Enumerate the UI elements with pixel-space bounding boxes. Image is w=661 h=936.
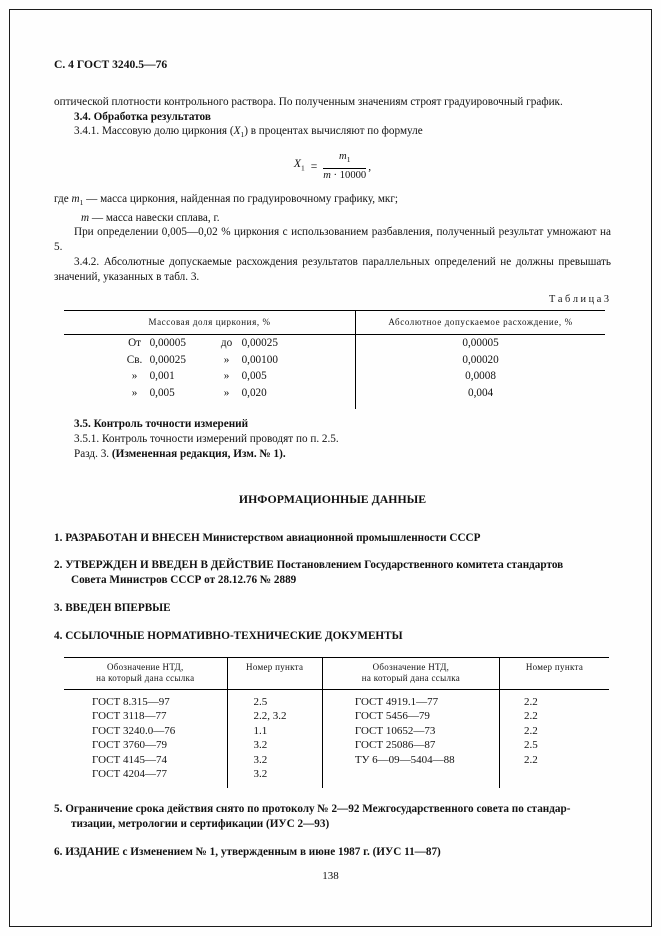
table-cell: ГОСТ 3240.0—76	[64, 724, 228, 739]
table-row	[64, 368, 605, 385]
table-cell: ГОСТ 4145—74	[64, 753, 228, 768]
ntd-header-ref-left: Обозначение НТД, на который дана ссылка	[64, 658, 228, 690]
info-item-5	[54, 802, 611, 832]
info-item-2-line1: 2. УТВЕРЖДЕН И ВВЕДЕН В ДЕЙСТВИЕ Постановлением Государственного комитета стандартов	[54, 559, 564, 572]
where1-variable: m	[71, 192, 80, 205]
fraction	[323, 151, 366, 182]
table3-col1-header: Массовая доля циркония, %	[64, 311, 356, 334]
razd-note	[54, 447, 611, 462]
page-number: 138	[322, 870, 339, 882]
where1-text: — масса циркония, найденная по градуировочному графику, мкг;	[83, 192, 399, 205]
table-cell: 3.2	[228, 738, 323, 753]
fraction-denominator	[323, 169, 366, 183]
table-cell: 2.2	[524, 710, 538, 723]
where-line-1	[54, 192, 611, 211]
formula-lhs	[294, 157, 305, 176]
s341-pre: 3.4.1. Массовую долю циркония (	[74, 125, 234, 138]
table-cell: 3.2	[228, 767, 323, 788]
where1-prefix: где	[54, 192, 72, 205]
table-cell-range: » 0,001 » 0,005	[64, 368, 356, 385]
table-cell: 2.5	[524, 739, 538, 752]
info-item-2	[54, 558, 611, 588]
table3-header-row	[64, 311, 605, 335]
razd-normal-text: Разд. 3.	[74, 447, 112, 460]
dilution-paragraph: При определении 0,005—0,02 % циркония с использованием разбавления, полученный результат умножают на 5.	[54, 226, 611, 254]
table-cell-range: От 0,00005 до 0,00025	[64, 335, 356, 352]
ntd-header-num-right: Номер пункта	[500, 658, 609, 690]
table-cell: ГОСТ 3118—77	[64, 709, 228, 724]
table-cell-value: 0,004	[467, 386, 494, 399]
denominator-variable-m: m	[323, 170, 331, 182]
table-cell: 2.5	[228, 690, 323, 710]
table-cell: 2.2	[524, 753, 538, 766]
table-cell: ТУ 6—09—5404—88	[323, 753, 500, 768]
ntd-reference-table	[64, 657, 609, 789]
table-cell-value: 0,00020	[462, 353, 499, 366]
section-3-4-1-text	[54, 124, 611, 143]
info-item-3: 3. ВВЕДЕН ВПЕРВЫЕ	[54, 601, 171, 614]
table-cell: 2.2	[524, 695, 538, 708]
table-row	[64, 352, 605, 369]
table-cell: ГОСТ 8.315—97	[64, 690, 228, 710]
table3	[64, 310, 605, 409]
table-cell: ГОСТ 10652—73	[323, 724, 500, 739]
table-row	[64, 335, 605, 352]
table-row	[64, 385, 605, 410]
where-line-2	[81, 211, 611, 226]
table-cell: ГОСТ 5456—79	[323, 709, 500, 724]
info-item-6: 6. ИЗДАНИЕ с Изменением № 1, утвержденным в июне 1987 г. (ИУС 11—87)	[54, 845, 441, 858]
formula-x-subscript: 1	[300, 163, 305, 173]
info-item-5-line2: тизации, метрологии и сертификации (ИУС 2—93)	[71, 817, 330, 830]
numerator-variable-m: m	[339, 151, 347, 163]
info-item-2-line2: Совета Министров СССР от 28.12.76 № 2889	[71, 574, 297, 587]
formula-comma: ,	[368, 159, 372, 173]
table3-col2-header: Абсолютное допускаемое расхождение, %	[388, 317, 573, 328]
table-cell: 2.2, 3.2	[228, 709, 323, 724]
numerator-subscript: 1	[346, 155, 351, 165]
table-cell: ГОСТ 4919.1—77	[323, 690, 500, 710]
formula-mass-fraction	[54, 151, 611, 182]
info-item-4: 4. ССЫЛОЧНЫЕ НОРМАТИВНО-ТЕХНИЧЕСКИЕ ДОКУМЕНТЫ	[54, 629, 403, 642]
table-cell-range: Св. 0,00025 » 0,00100	[64, 352, 356, 369]
table-cell: 2.2	[524, 724, 538, 737]
where2-text: — масса навески сплава, г.	[89, 211, 220, 224]
table3-caption: Т а б л и ц а 3	[549, 293, 609, 305]
equals-sign: =	[310, 159, 318, 173]
table-cell-value: 0,00005	[462, 337, 499, 350]
ntd-header-ref-right: Обозначение НТД, на который дана ссылка	[323, 658, 500, 690]
table-cell: ГОСТ 4204—77	[64, 767, 228, 788]
s341-subscript: 1	[240, 130, 245, 140]
where1-subscript: 1	[79, 197, 84, 207]
table-cell-range: » 0,005 » 0,020	[64, 385, 356, 410]
table-cell: ГОСТ 3760—79	[64, 738, 228, 753]
info-item-1: 1. РАЗРАБОТАН И ВНЕСЕН Министерством авиационной промышленности СССР	[54, 531, 481, 544]
table-cell	[323, 767, 500, 788]
s341-variable: X	[233, 125, 241, 138]
table-cell: 3.2	[228, 753, 323, 768]
denominator-multiplier: · 10000	[330, 170, 367, 182]
section-3-4-2-text: 3.4.2. Абсолютные допускаемые расхождения результатов параллельных определений не должны превышать значений, указанных в табл. 3.	[54, 255, 611, 283]
razd-bold-text: (Измененная редакция, Изм. № 1).	[111, 447, 286, 460]
table-cell	[500, 767, 609, 788]
intro-paragraph: оптической плотности контрольного раствора. По полученным значениям строят градуировочный график.	[54, 95, 563, 108]
s341-post: ) в процентах вычисляют по формуле	[244, 125, 423, 138]
section-3-5-1-text: 3.5.1. Контроль точности измерений проводят по п. 2.5.	[74, 433, 339, 446]
table-cell: ГОСТ 25086—87	[323, 738, 500, 753]
table-cell-value: 0,0008	[465, 370, 496, 383]
formula-variable-x: X	[293, 157, 301, 171]
info-section-heading: ИНФОРМАЦИОННЫЕ ДАННЫЕ	[238, 491, 427, 506]
table-cell: 1.1	[228, 724, 323, 739]
running-header: С. 4 ГОСТ 3240.5—76	[54, 58, 168, 71]
fraction-numerator	[323, 151, 366, 169]
section-3-5-heading: 3.5. Контроль точности измерений	[74, 418, 249, 431]
where2-variable: m	[81, 211, 90, 224]
section-3-4-heading: 3.4. Обработка результатов	[74, 110, 211, 123]
ntd-header-num-left: Номер пункта	[228, 658, 323, 690]
info-item-5-line1: 5. Ограничение срока действия снято по протоколу № 2—92 Межгосударственного совета по стандар-	[54, 803, 571, 816]
